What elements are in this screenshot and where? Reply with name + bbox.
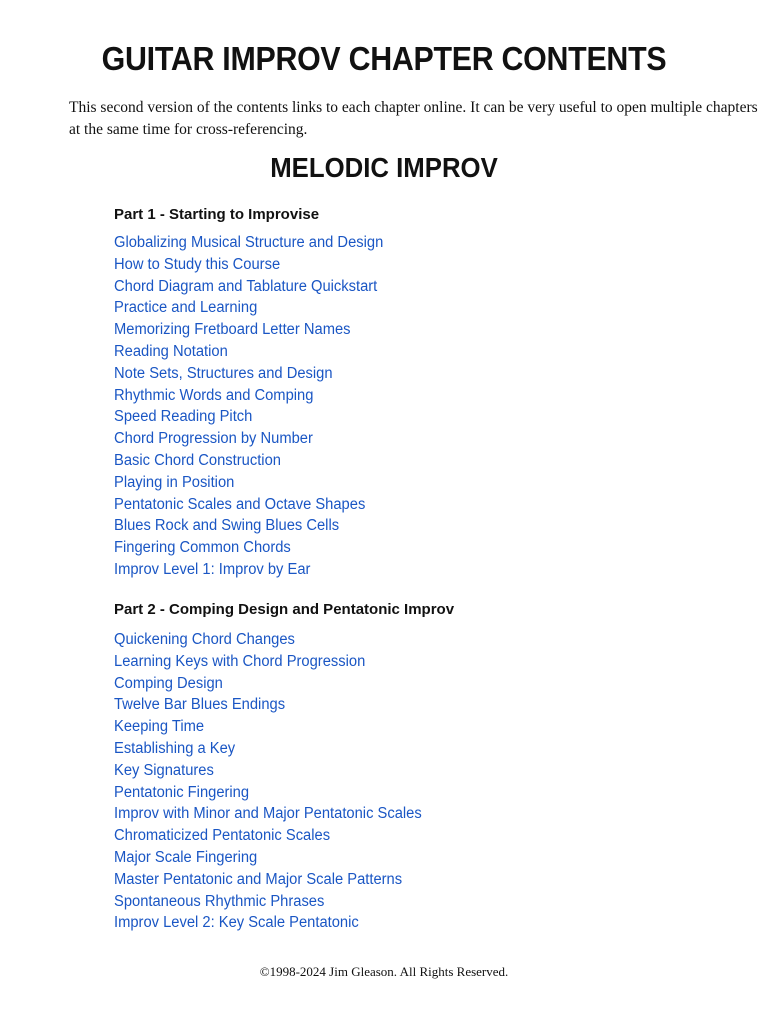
chapter-link[interactable]: Playing in Position	[114, 473, 235, 491]
part-2-section	[114, 599, 714, 934]
chapter-link[interactable]: Memorizing Fretboard Letter Names	[114, 321, 351, 339]
chapter-link[interactable]: Chord Diagram and Tablature Quickstart	[114, 277, 378, 295]
chapter-link[interactable]: Improv Level 1: Improv by Ear	[114, 560, 311, 578]
intro-paragraph: This second version of the contents links to each chapter online. It can be very useful to open multiple chapters at the same time for cross-referencing.	[69, 99, 758, 138]
chapter-link[interactable]: Fingering Common Chords	[114, 539, 291, 557]
chapter-link[interactable]: Improv with Minor and Major Pentatonic Scales	[114, 805, 422, 823]
page-title: GUITAR IMPROV CHAPTER CONTENTS	[101, 40, 667, 77]
chapter-link[interactable]: Major Scale Fingering	[114, 848, 258, 866]
chapter-link[interactable]: Quickening Chord Changes	[114, 631, 295, 648]
part-2-heading: Part 2 - Comping Design and Pentatonic Improv	[114, 601, 455, 618]
list-item	[114, 363, 714, 385]
chapter-link[interactable]: How to Study this Course	[114, 255, 281, 273]
chapter-link[interactable]: Master Pentatonic and Major Scale Patterns	[114, 870, 403, 888]
chapter-link[interactable]: Basic Chord Construction	[114, 451, 281, 469]
list-item	[114, 515, 714, 537]
list-item	[114, 651, 714, 673]
list-item	[114, 494, 714, 516]
chapter-link[interactable]: Pentatonic Scales and Octave Shapes	[114, 495, 366, 513]
list-item	[114, 847, 714, 869]
chapter-link[interactable]: Practice and Learning	[114, 299, 258, 317]
chapter-link[interactable]: Establishing a Key	[114, 739, 236, 757]
list-item	[114, 537, 714, 559]
list-item	[114, 782, 714, 804]
list-item	[114, 760, 714, 782]
list-item	[114, 738, 714, 760]
chapter-link[interactable]: Speed Reading Pitch	[114, 408, 253, 426]
chapter-link[interactable]: Chord Progression by Number	[114, 430, 313, 448]
part-1-chapter-list	[114, 232, 714, 581]
chapter-link[interactable]: Key Signatures	[114, 761, 214, 779]
copyright-footer: ©1998-2024 Jim Gleason. All Rights Reserved.	[259, 964, 509, 979]
part-2-chapter-list	[114, 629, 714, 934]
chapter-link[interactable]: Learning Keys with Chord Progression	[114, 652, 366, 670]
chapter-link[interactable]: Globalizing Musical Structure and Design	[114, 234, 384, 251]
list-item	[114, 232, 714, 254]
list-item	[114, 254, 714, 276]
list-item	[114, 319, 714, 341]
chapter-link[interactable]: Keeping Time	[114, 718, 205, 736]
section-title: MELODIC IMPROV	[270, 152, 498, 183]
list-item	[114, 673, 714, 695]
chapter-link[interactable]: Note Sets, Structures and Design	[114, 364, 333, 382]
list-item	[114, 912, 714, 934]
chapter-link[interactable]: Rhythmic Words and Comping	[114, 386, 314, 404]
chapter-link[interactable]: Pentatonic Fingering	[114, 783, 250, 801]
chapter-link[interactable]: Spontaneous Rhythmic Phrases	[114, 892, 325, 910]
list-item	[114, 472, 714, 494]
list-item	[114, 450, 714, 472]
chapter-link[interactable]: Reading Notation	[114, 342, 228, 360]
chapter-link[interactable]: Chromaticized Pentatonic Scales	[114, 827, 331, 845]
chapter-link[interactable]: Blues Rock and Swing Blues Cells	[114, 517, 340, 535]
list-item	[114, 428, 714, 450]
part-1-heading: Part 1 - Starting to Improvise	[114, 206, 320, 223]
part-1-section	[114, 204, 714, 581]
chapter-link[interactable]: Comping Design	[114, 674, 223, 692]
list-item	[114, 385, 714, 407]
list-item	[114, 891, 714, 913]
list-item	[114, 716, 714, 738]
list-item	[114, 869, 714, 891]
list-item	[114, 276, 714, 298]
list-item	[114, 559, 714, 581]
list-item	[114, 341, 714, 363]
list-item	[114, 297, 714, 319]
list-item	[114, 629, 714, 651]
list-item	[114, 694, 714, 716]
list-item	[114, 803, 714, 825]
chapter-link[interactable]: Improv Level 2: Key Scale Pentatonic	[114, 914, 359, 932]
chapter-link[interactable]: Twelve Bar Blues Endings	[114, 696, 286, 714]
list-item	[114, 406, 714, 428]
list-item	[114, 825, 714, 847]
